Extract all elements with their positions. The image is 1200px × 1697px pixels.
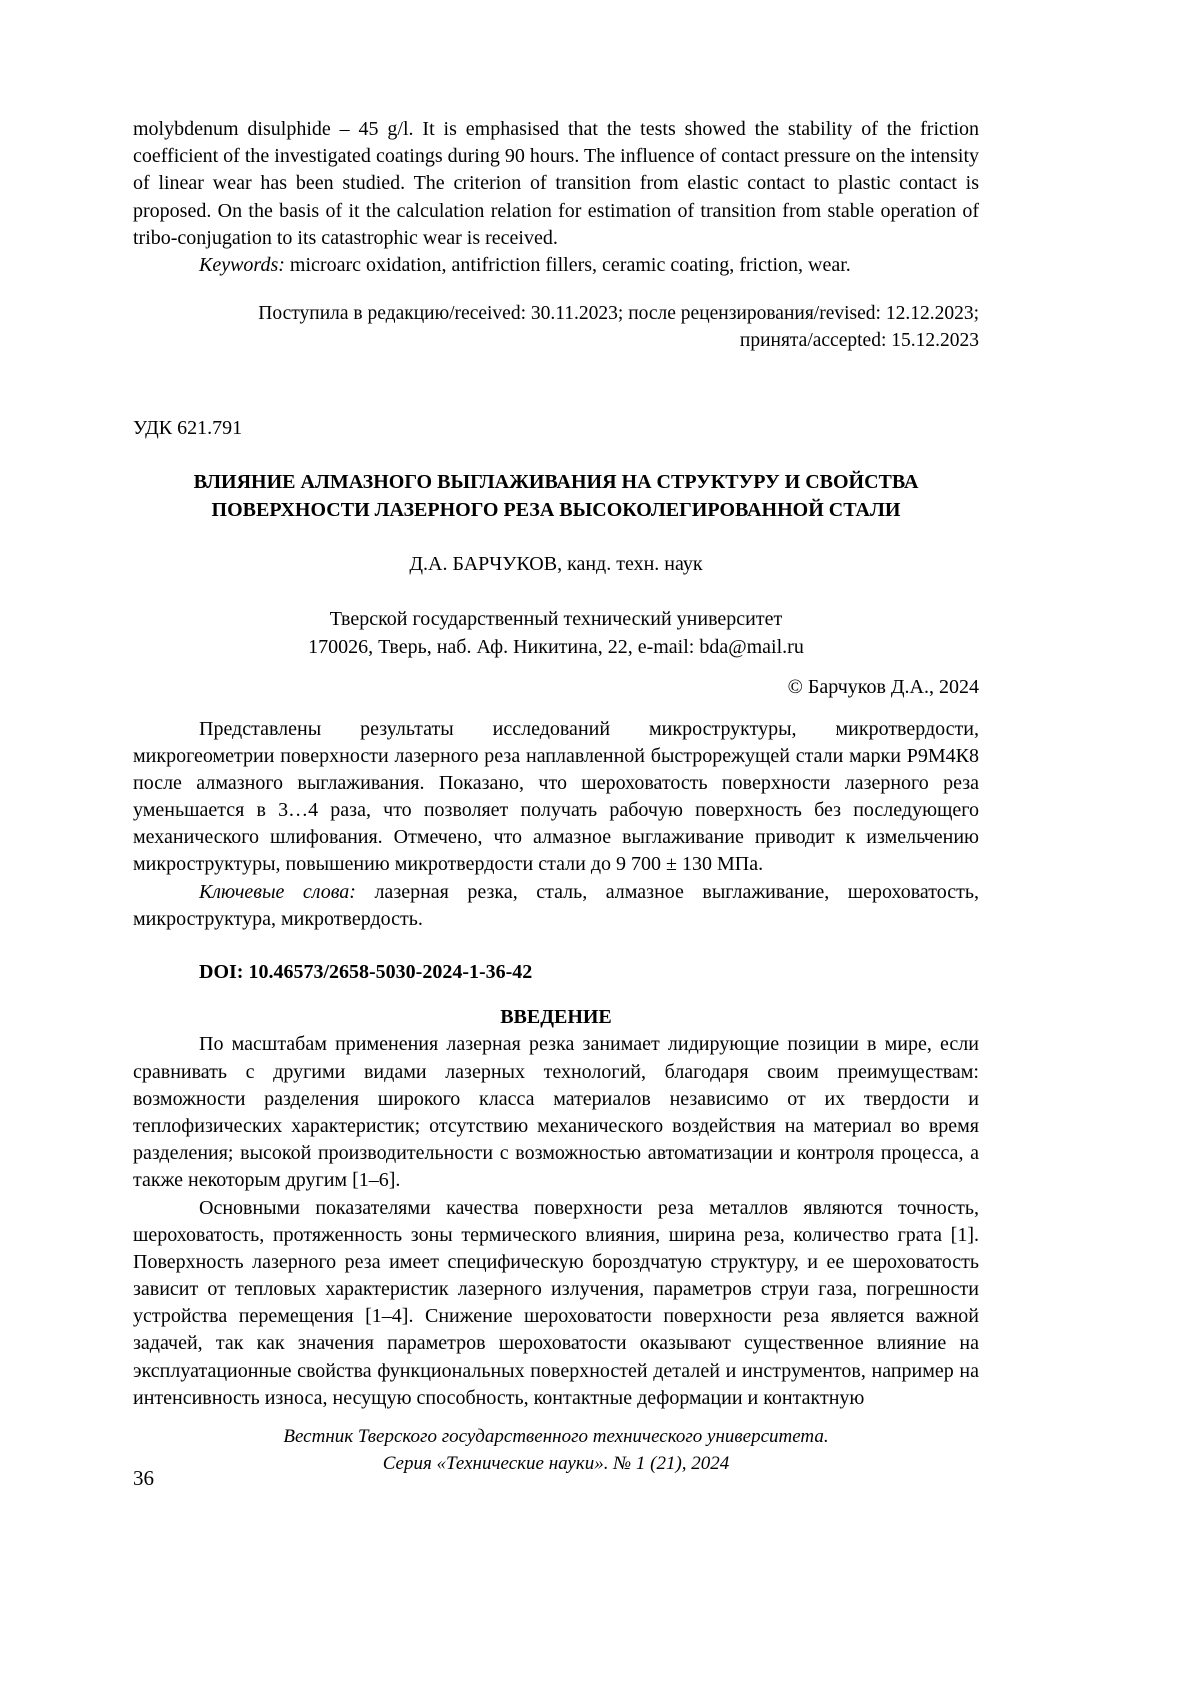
article-title: ВЛИЯНИЕ АЛМАЗНОГО ВЫГЛАЖИВАНИЯ НА СТРУКТУРУ И СВОЙСТВА ПОВЕРХНОСТИ ЛАЗЕРНОГО РЕЗА ВЫСОКОЛЕГИРОВАННОЙ СТАЛИ [193, 471, 919, 522]
received-revised-accepted-block [133, 301, 979, 355]
section-heading-introduction: ВВЕДЕНИЕ [500, 1006, 612, 1029]
dates-line-1: Поступила в редакцию/received: 30.11.2023; после рецензирования/revised: 12.12.2023; [258, 303, 979, 325]
dates-line-2: принята/accepted: 15.12.2023 [739, 330, 979, 352]
introduction-paragraph-2: Основными показателями качества поверхности реза металлов являются точность, шероховатость, протяженность зоны термического влияния, ширина реза, количество грата [1]. Поверхность лазерного реза имеет специфическую бороздчатую структуру, и ее шероховатость зависит от тепловых характеристик лазерного излучения, параметров струи газа, погрешности устройства перемещения [1–4]. Снижение шероховатости поверхности реза является важной задачей, так как значения параметров шероховатости оказывают существенное влияние на эксплуатационные свойства функциональных поверхностей деталей и инструментов, например на интенсивность износа, несущую способность, контактные деформации и контактную [133, 1196, 979, 1409]
udc-code: УДК 621.791 [133, 416, 243, 439]
abstract-ru: Представлены результаты исследований микроструктуры, микротвердости, микрогеометрии поверхности лазерного реза наплавленной быстрорежущей стали марки Р9М4К8 после алмазного выглаживания. Показано, что шероховатость поверхности лазерного реза уменьшается в 3…4 раза, что позволяет получать рабочую поверхность без последующего механического шлифования. Отмечено, что алмазное выглаживание приводит к измельчению микроструктуры, повышению микротвердости стали до 9 700 ± 130 МПа. [133, 717, 979, 876]
keywords-en-text: microarc oxidation, antifriction fillers, ceramic coating, friction, wear. [284, 253, 851, 276]
page-content [133, 116, 979, 1412]
keywords-en-label: Keywords: [199, 253, 285, 276]
keywords-ru [133, 879, 979, 933]
previous-article-abstract-en: molybdenum disulphide – 45 g/l. It is emphasised that the tests showed the stability of the friction coefficient of the investigated coatings during 90 hours. The influence of contact pressure on the intensity of linear wear has been studied. The criterion of transition from elastic contact to plastic contact is proposed. On the basis of it the calculation relation for estimation of transition from stable operation of tribo-conjugation to its catastrophic wear is received. [133, 118, 979, 249]
keywords-ru-text: лазерная резка, сталь, алмазное выглаживание, шероховатость, микроструктура, микротвердость. [133, 880, 979, 930]
keywords-ru-label: Ключевые слова: [199, 880, 356, 903]
previous-article-keywords [133, 252, 979, 279]
affiliation-name: Тверской государственный технический университет [329, 608, 783, 631]
journal-footer [133, 1424, 979, 1478]
journal-footer-line-1: Вестник Тверского государственного технического университета. [283, 1426, 829, 1447]
page-number: 36 [133, 1466, 154, 1490]
affiliation-address-email: 170026, Тверь, наб. Аф. Никитина, 22, e-mail: bda@mail.ru [308, 636, 804, 659]
article-author: Д.А. БАРЧУКОВ, канд. техн. наук [409, 553, 703, 576]
copyright-notice: © Барчуков Д.А., 2024 [787, 676, 979, 699]
doi-line: DOI: 10.46573/2658-5030-2024-1-36-42 [199, 961, 533, 983]
introduction-paragraph-1: По масштабам применения лазерная резка занимает лидирующие позиции в мире, если сравнивать с другими видами лазерных технологий, благодаря своим преимуществам: возможности разделения широкого класса материалов независимо от их твердости и теплофизических характеристик; отсутствию механического воздействия на материал во время разделения; высокой производительности с возможностью автоматизации и контроля процесса, а также некоторым другим [1–6]. [133, 1033, 979, 1192]
affiliation-block [133, 605, 979, 661]
journal-footer-line-2: Серия «Технические науки». № 1 (21), 2024 [382, 1452, 730, 1474]
